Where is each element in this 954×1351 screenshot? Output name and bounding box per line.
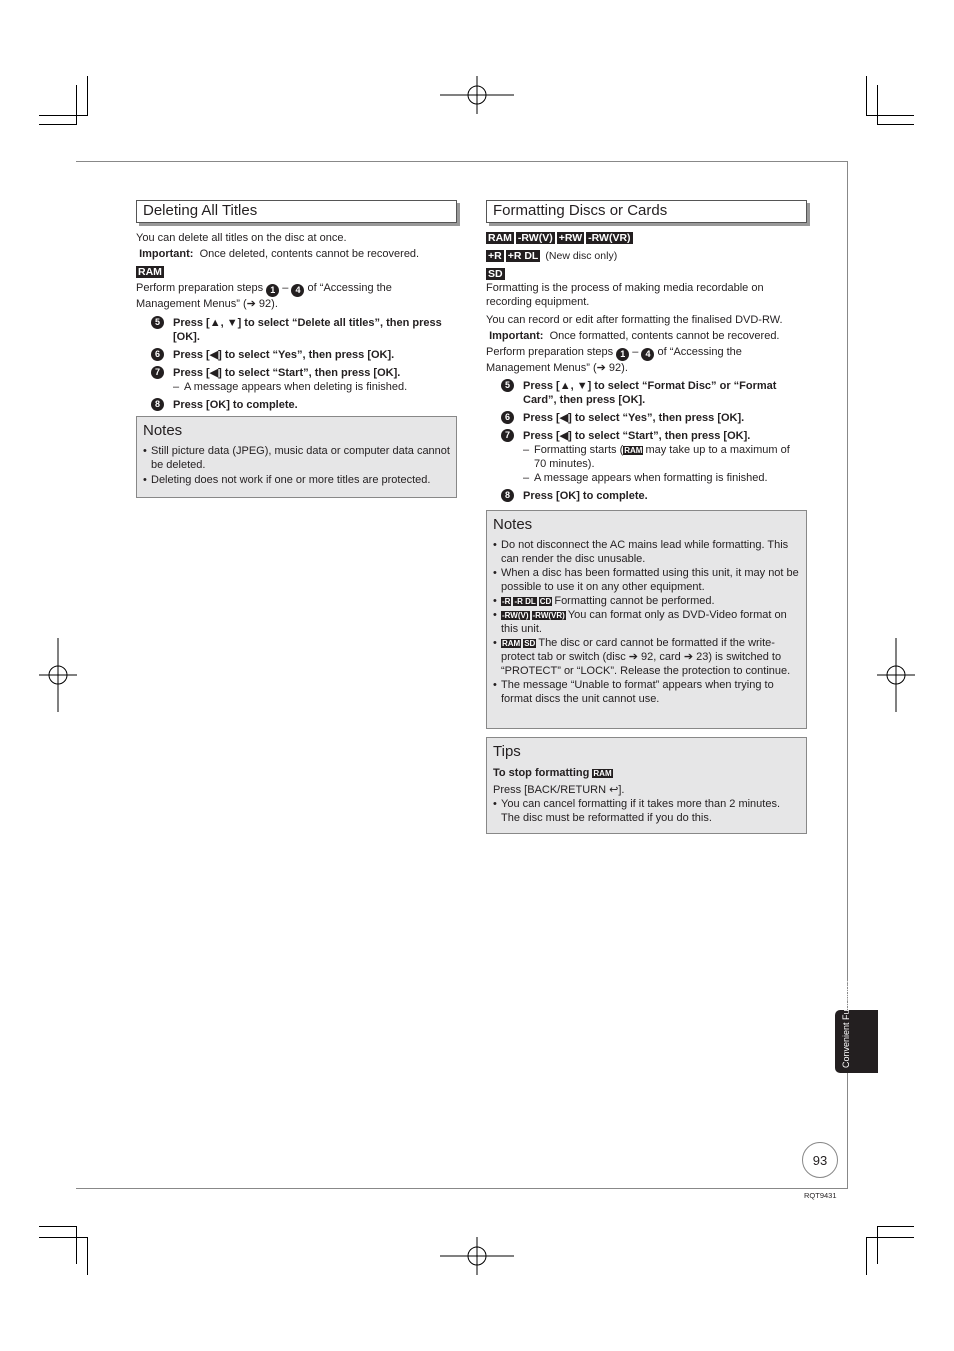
note-item: • -RW(V) -RW(VR) You can format only as DVD-Video format on this unit. [493,609,787,635]
step-7-sub-2: – A message appears when formatting is finished. [523,472,768,484]
step-7-sub-1: – Formatting starts (RAM may take up to a maximum of 70 minutes). [523,444,790,470]
right-column [486,231,808,503]
bottom-rule [76,1188,848,1189]
side-tab-label: Convenient Functions [841,980,851,1068]
important-line: Important: Once formatted, contents cannot be recovered. [489,330,780,342]
note-item: • -R -R DL CD Formatting cannot be performed. [493,595,715,607]
step-5: 5 Press [▲, ▼] to select “Delete all titles”, then press [OK]. [136,316,458,344]
intro-formatting: Formatting is the process of making media recordable on recording equipment. [486,282,764,308]
step-7: 7 Press [◀] to select “Start”, then press [OK]. [486,429,808,443]
finalised-text: You can record or edit after formatting the finalised DVD-RW. [486,314,783,326]
step-7-sub: – A message appears when deleting is finished. [173,381,408,393]
disc-badges-row1: RAM -RW(V) +RW -RW(VR) [488,232,631,244]
note-item: • The message “Unable to format” appears when trying to format discs the unit cannot use. [493,679,774,705]
important-line: Important: Once deleted, contents cannot be recovered. [139,248,420,260]
tips-press: Press [BACK/RETURN ↩]. [493,784,625,796]
note-item: • When a disc has been formatted using this unit, it may not be possible to use it on any other equipment. [493,567,799,593]
notes-title: Notes [143,422,183,439]
step-6: 6 Press [◀] to select “Yes”, then press [OK]. [136,348,458,362]
note-item: • Still picture data (JPEG), music data or computer data cannot be deleted. [143,445,450,471]
ram-badge: RAM [138,266,162,278]
disc-badges-row2: +R +R DL (New disc only) [488,250,618,262]
tips-title: Tips [493,743,521,760]
tips-box [486,737,807,834]
notes-title: Notes [493,516,533,533]
section-title-deleting: Deleting All Titles [136,200,457,223]
note-item: • Do not disconnect the AC mains lead while formatting. This can render the disc unusable. [493,539,789,565]
left-column [136,231,458,412]
step-6: 6 Press [◀] to select “Yes”, then press [OK]. [486,411,808,425]
note-item: • Deleting does not work if one or more titles are protected. [143,474,431,486]
notes-box-left [136,416,457,498]
step-8: 8 Press [OK] to complete. [486,489,808,503]
section-title-formatting: Formatting Discs or Cards [486,200,807,223]
notes-box-right [486,510,807,729]
page-number: 93 [802,1142,838,1178]
prep-text: Perform preparation steps 1 – 4 of “Accessing the Management Menus” (➔ 92). [136,282,392,310]
side-tab [835,980,878,1073]
intro-text: You can delete all titles on the disc at once. [136,232,347,244]
note-item: • RAM SD The disc or card cannot be formatted if the write-protect tab or switch (disc ➔ 92, card ➔ 23) is switched to “PROTECT” or “LOCK”. Release the protection to continue. [493,637,791,677]
sd-badge: SD [488,268,503,280]
tips-stop-heading: To stop formatting RAM [493,767,612,779]
prep-text: Perform preparation steps 1 – 4 of “Accessing the Management Menus” (➔ 92). [486,346,742,374]
step-8: 8 Press [OK] to complete. [136,398,458,412]
step-5: 5 Press [▲, ▼] to select “Format Disc” or “Format Card”, then press [OK]. [486,379,808,407]
step-7: 7 Press [◀] to select “Start”, then press [OK]. [136,366,458,380]
tips-item: • You can cancel formatting if it takes more than 2 minutes. The disc must be reformatted if you do this. [493,798,781,824]
document-code: RQT9431 [804,1191,837,1200]
top-rule [76,161,848,162]
